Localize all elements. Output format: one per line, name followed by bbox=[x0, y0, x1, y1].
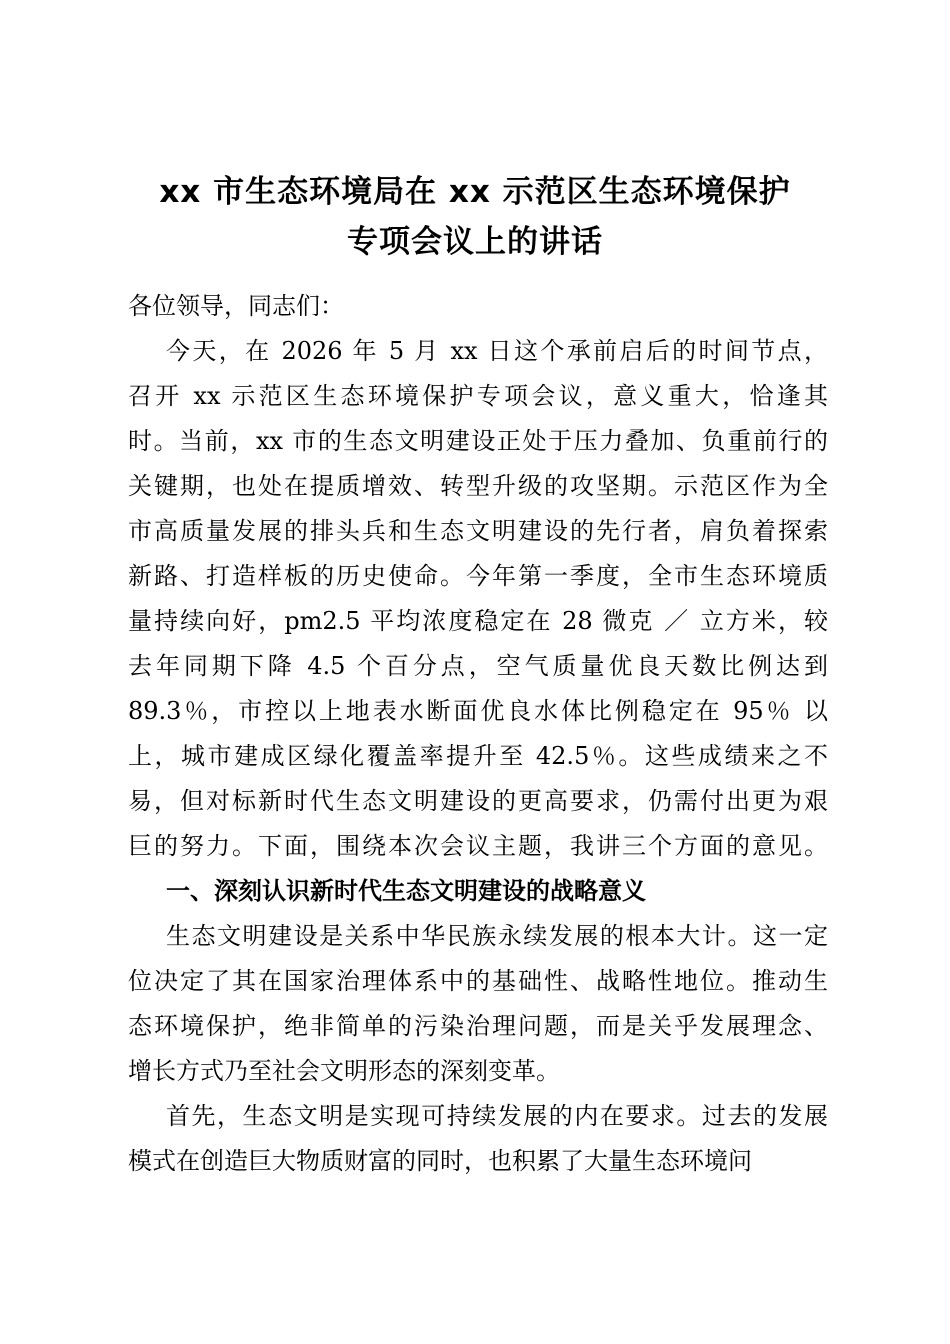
paragraph-line: 量持续向好，pm2.5 平均浓度稳定在 28 微克 ／ 立方米，较 bbox=[128, 607, 828, 635]
paragraph-line: 关键期，也处在提质增效、转型升级的攻坚期。示范区作为全 bbox=[128, 472, 828, 500]
paragraph-line: 上，城市建成区绿化覆盖率提升至 42.5％。这些成绩来之不 bbox=[128, 742, 828, 770]
paragraph-line: 召开 xx 示范区生态环境保护专项会议，意义重大，恰逢其 bbox=[128, 382, 828, 410]
paragraph-line: 时。当前，xx 市的生态文明建设正处于压力叠加、负重前行的 bbox=[128, 427, 828, 455]
paragraph-line: 新路、打造样板的历史使命。今年第一季度，全市生态环境质 bbox=[128, 562, 828, 590]
paragraph-line: 生态文明建设是关系中华民族永续发展的根本大计。这一定 bbox=[166, 922, 828, 950]
paragraph-line: 今天，在 2026 年 5 月 xx 日这个承前启后的时间节点， bbox=[166, 337, 828, 365]
paragraph-line: 位决定了其在国家治理体系中的基础性、战略性地位。推动生 bbox=[128, 967, 828, 995]
paragraph-line: 巨的努力。下面，围绕本次会议主题，我讲三个方面的意见。 bbox=[128, 832, 828, 860]
paragraph-line: 模式在创造巨大物质财富的同时，也积累了大量生态环境问 bbox=[128, 1147, 752, 1175]
paragraph-line: 去年同期下降 4.5 个百分点，空气质量优良天数比例达到 bbox=[128, 652, 828, 680]
salutation: 各位领导，同志们： bbox=[128, 292, 344, 320]
paragraph-line: 态环境保护，绝非简单的污染治理问题，而是关乎发展理念、 bbox=[128, 1012, 828, 1040]
section-heading-1: 一、深刻认识新时代生态文明建设的战略意义 bbox=[166, 877, 646, 905]
paragraph-line: 89.3％，市控以上地表水断面优良水体比例稳定在 95％ 以 bbox=[128, 697, 828, 725]
paragraph-line: 增长方式乃至社会文明形态的深刻变革。 bbox=[128, 1057, 560, 1085]
paragraph-line: 市高质量发展的排头兵和生态文明建设的先行者，肩负着探索 bbox=[128, 517, 828, 545]
document-title-line-2: 专项会议上的讲话 bbox=[347, 224, 603, 260]
document-title-line-1: xx 市生态环境局在 xx 示范区生态环境保护 bbox=[159, 174, 791, 210]
paragraph-line: 首先，生态文明是实现可持续发展的内在要求。过去的发展 bbox=[166, 1102, 828, 1130]
paragraph-line: 易，但对标新时代生态文明建设的更高要求，仍需付出更为艰 bbox=[128, 787, 828, 815]
